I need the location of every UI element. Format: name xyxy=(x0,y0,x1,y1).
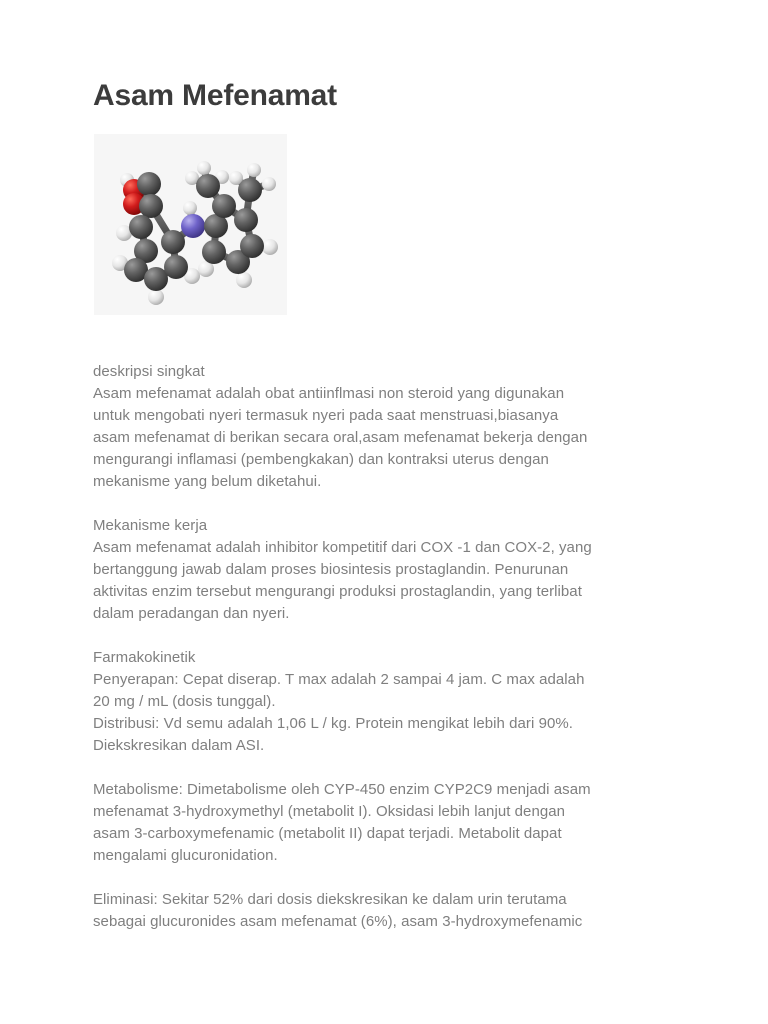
section-metabolisme xyxy=(93,779,675,867)
section-eliminasi xyxy=(93,889,675,933)
body-line: Eliminasi: Sekitar 52% dari dosis diekskresikan ke dalam urin terutama xyxy=(93,891,567,908)
body-line: Penyerapan: Cepat diserap. T max adalah 2 sampai 4 jam. C max adalah xyxy=(93,671,585,688)
page-title: Asam Mefenamat xyxy=(93,79,337,112)
section-deskripsi xyxy=(93,361,675,493)
body-line: asam 3-carboxymefenamic (metabolit II) dapat terjadi. Metabolit dapat xyxy=(93,825,562,842)
document-body xyxy=(93,78,675,933)
section-farmakokinetik xyxy=(93,647,675,757)
body-line: aktivitas enzim tersebut mengurangi produksi prostaglandin, yang terlibat xyxy=(93,583,582,600)
body-line: mefenamat 3-hydroxymethyl (metabolit I). Oksidasi lebih lanjut dengan xyxy=(93,803,566,820)
body-line: bertanggung jawab dalam proses biosintesis prostaglandin. Penurunan xyxy=(93,561,569,578)
body-line: Metabolisme: Dimetabolisme oleh CYP-450 enzim CYP2C9 menjadi asam xyxy=(93,781,591,798)
body-line: Distribusi: Vd semu adalah 1,06 L / kg. Protein mengikat lebih dari 90%. xyxy=(93,715,573,732)
body-line: dalam peradangan dan nyeri. xyxy=(93,605,290,622)
section-heading: Mekanisme kerja xyxy=(93,517,208,534)
section-heading: Farmakokinetik xyxy=(93,649,196,666)
body-line: mengurangi inflamasi (pembengkakan) dan kontraksi uterus dengan xyxy=(93,451,549,468)
section-mekanisme-kerja xyxy=(93,515,675,625)
body-line: sebagai glucuronides asam mefenamat (6%), asam 3-hydroxymefenamic xyxy=(93,913,583,930)
body-line: asam mefenamat di berikan secara oral,asam mefenamat bekerja dengan xyxy=(93,429,588,446)
section-heading: deskripsi singkat xyxy=(93,363,205,380)
body-line: untuk mengobati nyeri termasuk nyeri pada saat menstruasi,biasanya xyxy=(93,407,559,424)
body-line: Asam mefenamat adalah inhibitor kompetitif dari COX -1 dan COX-2, yang xyxy=(93,539,592,556)
body-line: mekanisme yang belum diketahui. xyxy=(93,473,322,490)
body-line: 20 mg / mL (dosis tunggal). xyxy=(93,693,276,710)
body-line: mengalami glucuronidation. xyxy=(93,847,278,864)
molecule-figure xyxy=(94,134,287,315)
body-line: Diekskresikan dalam ASI. xyxy=(93,737,265,754)
body-line: Asam mefenamat adalah obat antiinflmasi non steroid yang digunakan xyxy=(93,385,565,402)
mefenamic-acid-molecule-icon xyxy=(94,134,287,315)
